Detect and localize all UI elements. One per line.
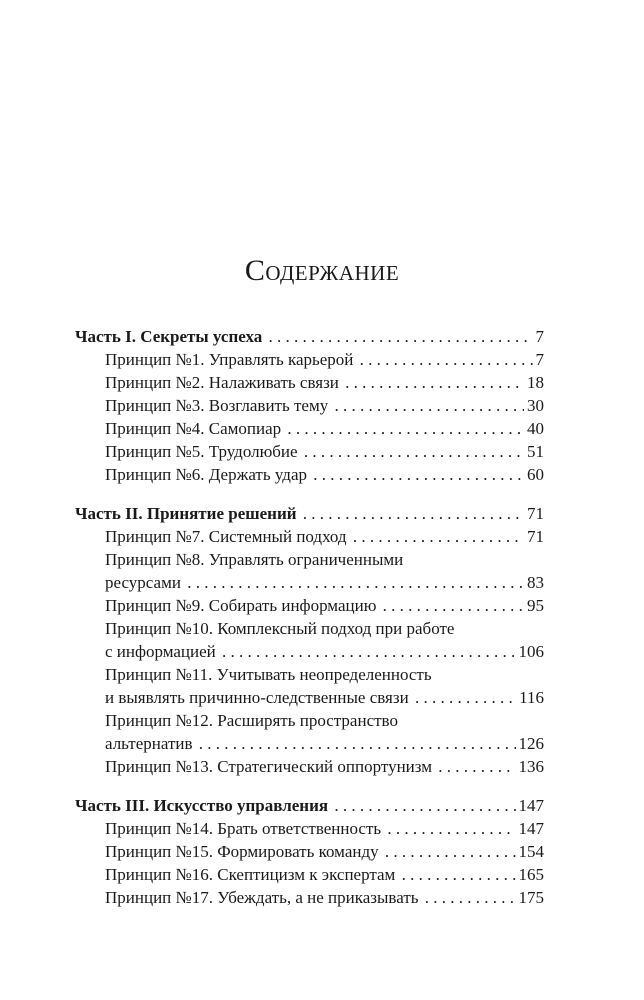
toc-entry-label: альтернатив (105, 734, 193, 753)
toc-entry-page-number: 30 (524, 394, 544, 417)
toc-entry (75, 709, 544, 732)
page-title: Содержание (244, 254, 400, 287)
toc-part-label: Часть I. Секреты успеха (75, 327, 263, 346)
toc-part (75, 502, 544, 525)
toc-part-label: Часть II. Принятие решений (75, 504, 297, 523)
toc-entry-label: Принцип №6. Держать удар (105, 465, 307, 484)
toc-entry-page-number: 154 (516, 840, 545, 863)
toc-entry-page-number: 7 (533, 348, 545, 371)
toc-entry-label: Принцип №7. Системный подход (105, 527, 347, 546)
toc-entry-page-number: 116 (516, 686, 544, 709)
toc-entry (75, 394, 544, 417)
toc-entry (75, 463, 544, 486)
toc-part (75, 794, 544, 817)
toc-entry-label: Принцип №10. Комплексный подход при работе (105, 619, 455, 638)
toc-entry (75, 886, 544, 909)
toc-entry-label: и выявлять причинно-следственные связи (105, 688, 409, 707)
toc-entry (75, 640, 544, 663)
toc-entry (75, 440, 544, 463)
toc-entry-label: Принцип №1. Управлять карьерой (105, 350, 354, 369)
toc-entry (75, 417, 544, 440)
toc-part-page-number: 147 (516, 794, 545, 817)
toc-part-label: Часть III. Искусство управления (75, 796, 329, 815)
toc-entry (75, 840, 544, 863)
toc-entry (75, 594, 544, 617)
toc-entry-label: Принцип №13. Стратегический оппортунизм (105, 757, 433, 776)
toc-part-page-number: 71 (524, 502, 544, 525)
toc-part (75, 325, 544, 348)
toc-entry-label: Принцип №17. Убеждать, а не приказывать (105, 888, 419, 907)
toc-entry-page-number: 165 (516, 863, 545, 886)
toc-entry-page-number: 51 (524, 440, 544, 463)
toc-entry-label: Принцип №2. Налаживать связи (105, 373, 339, 392)
toc-entry (75, 571, 544, 594)
toc-entry-page-number: 126 (516, 732, 545, 755)
toc-entry (75, 817, 544, 840)
toc-entry (75, 348, 544, 371)
toc-entry-page-number: 136 (516, 755, 545, 778)
toc-entry (75, 732, 544, 755)
toc-entry-page-number: 60 (524, 463, 544, 486)
toc-entry-label: Принцип №16. Скептицизм к экспертам (105, 865, 396, 884)
toc-entry-page-number: 95 (524, 594, 544, 617)
toc-entry-label: Принцип №12. Расширять пространство (105, 711, 398, 730)
toc-entry-label: Принцип №8. Управлять ограниченными (105, 550, 404, 569)
toc-entry-label: Принцип №11. Учитывать неопределенность (105, 665, 432, 684)
section-gap (75, 778, 544, 794)
toc-entry-page-number: 106 (516, 640, 545, 663)
toc-entry-page-number: 147 (516, 817, 545, 840)
toc-entry-label: ресурсами (105, 573, 181, 592)
toc-entry-page-number: 71 (524, 525, 544, 548)
toc-entry-label: Принцип №9. Собирать информацию (105, 596, 377, 615)
toc-entry-label: Принцип №3. Возглавить тему (105, 396, 329, 415)
toc-entry-page-number: 40 (524, 417, 544, 440)
toc-entry (75, 863, 544, 886)
toc-entry (75, 663, 544, 686)
toc-entry-label: Принцип №4. Самопиар (105, 419, 282, 438)
toc-entry (75, 755, 544, 778)
toc-entry (75, 686, 544, 709)
toc-part-page-number: 7 (533, 325, 545, 348)
toc-entry-page-number: 83 (524, 571, 544, 594)
toc-entry-page-number: 18 (524, 371, 544, 394)
toc-entry-label: Принцип №15. Формировать команду (105, 842, 379, 861)
toc-entry (75, 525, 544, 548)
toc-entry-label: Принцип №14. Брать ответственность (105, 819, 382, 838)
section-gap (75, 486, 544, 502)
toc-entry-label: с информацией (105, 642, 216, 661)
toc-entry (75, 617, 544, 640)
table-of-contents (75, 325, 544, 909)
toc-entry-label: Принцип №5. Трудолюбие (105, 442, 298, 461)
toc-entry (75, 548, 544, 571)
toc-entry (75, 371, 544, 394)
toc-entry-page-number: 175 (516, 886, 545, 909)
